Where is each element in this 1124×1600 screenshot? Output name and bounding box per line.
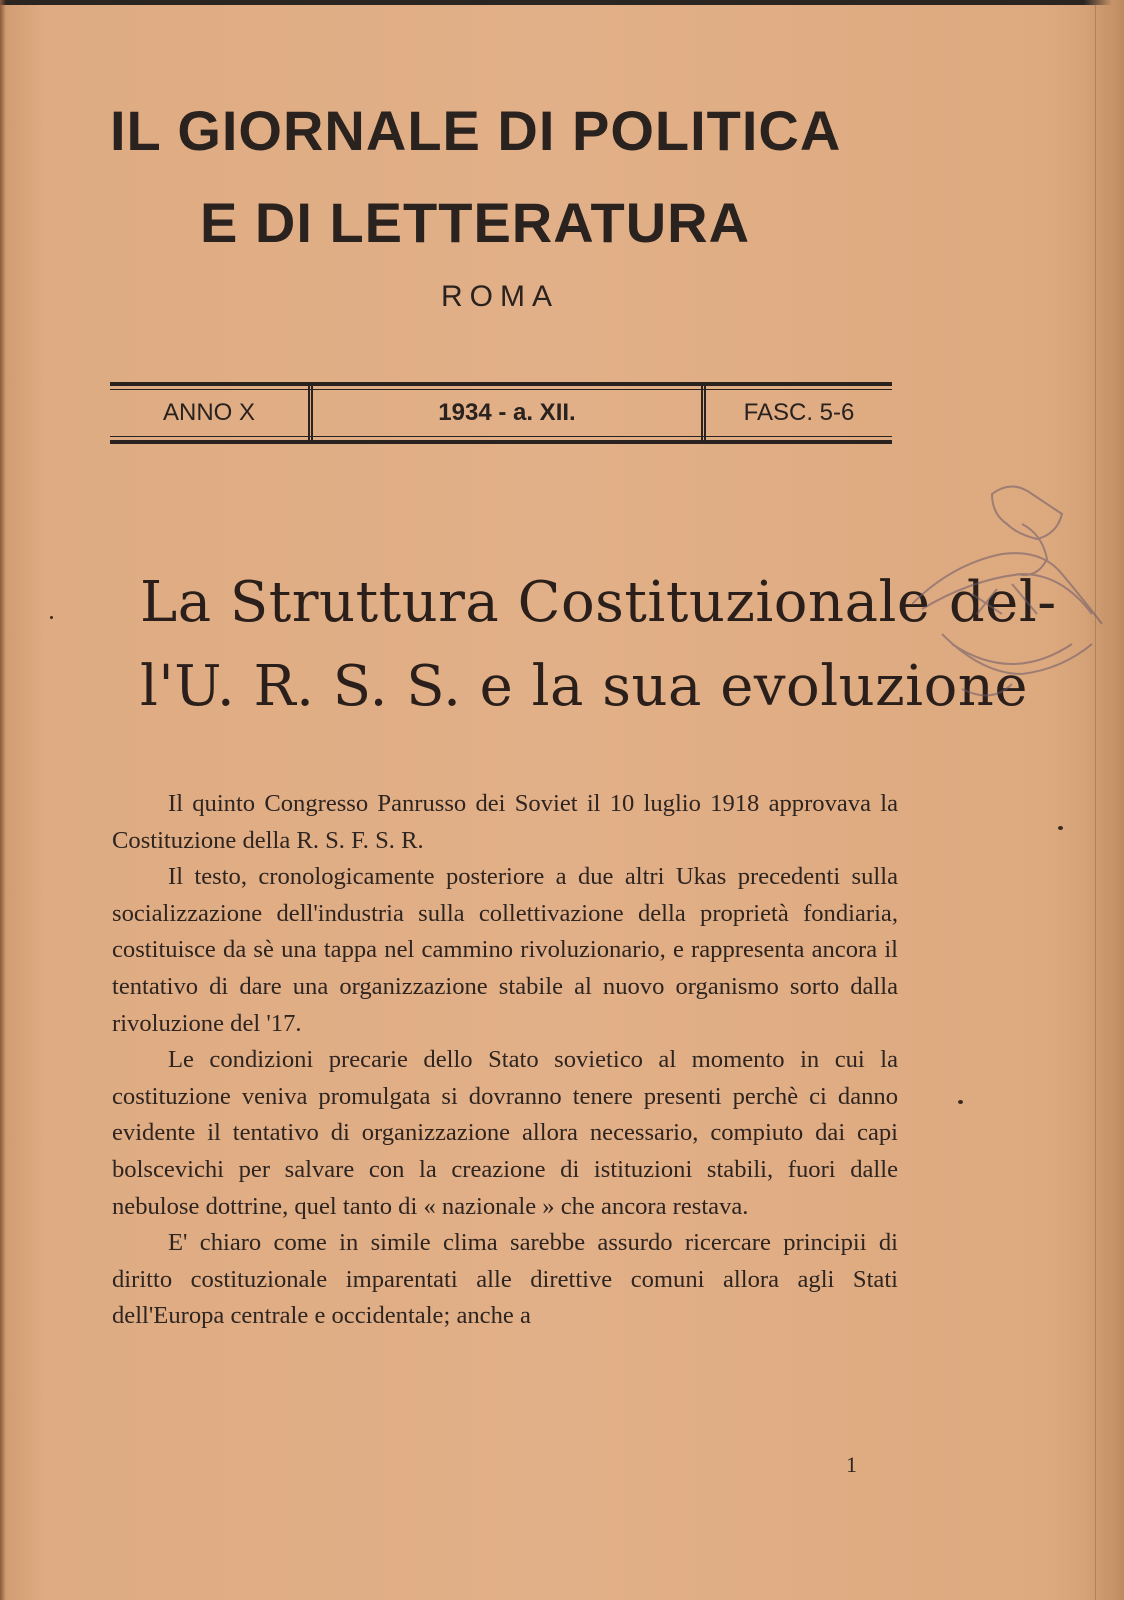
issue-year: 1934 - a. XII.	[308, 386, 706, 440]
paper-speck	[1058, 826, 1063, 830]
article-title-line-1: La Struttura Costituzionale del-	[140, 570, 1057, 635]
page-top-edge	[0, 0, 1124, 5]
issue-bar-top-rule	[110, 389, 892, 390]
library-stamp-icon	[912, 474, 1112, 734]
journal-city: ROMA	[441, 280, 559, 313]
issue-fascicolo: FASC. 5-6	[743, 399, 855, 426]
article-paragraph: E' chiaro come in simile clima sarebbe assurdo ricercare principii di diritto costituzionale imparentati alle direttive comuni allora agli Stati dell'Europa centrale e occidentale; anche a	[112, 1229, 898, 1330]
article-body	[112, 786, 898, 1335]
paper-speck	[958, 1100, 963, 1104]
paper-speck	[50, 616, 53, 619]
journal-title-line-1: IL GIORNALE DI POLITICA	[110, 99, 842, 162]
article-paragraph: Le condizioni precarie dello Stato sovietico al momento in cui la costituzione veniva promulgata si dovranno tenere presenti perchè ci danno evidente il tentativo di organizzazione allora necessario, compiuto dai capi bolscevichi per salvare con la creazione di istituzioni stabili, fuori dalle nebulose dottrine, quel tanto di « nazionale » che ancora restava.	[112, 1046, 898, 1220]
page-right-edge	[1084, 0, 1124, 1600]
article-paragraph: Il testo, cronologicamente posteriore a due altri Ukas precedenti sulla socializzazione dell'industria sulla collettivazione della proprietà fondiaria, costituisce da sè una tappa nel cammino rivoluzionario, e rappresenta ancora il tentativo di dare una organizzazione stabile al nuovo organismo sorto dalla rivoluzione del '17.	[112, 863, 898, 1037]
article-paragraph: Il quinto Congresso Panrusso dei Soviet il 10 luglio 1918 approvava la Costituzione della R. S. F. S. R.	[112, 790, 898, 854]
page-number: 1	[846, 1452, 857, 1477]
issue-anno: ANNO X	[162, 399, 255, 426]
issue-info-bar	[110, 382, 892, 444]
page-left-edge	[0, 0, 6, 1600]
issue-bar-bottom-rule	[110, 436, 892, 437]
page-fold-line	[1095, 0, 1096, 1600]
article-title-line-2: l'U. R. S. S. e la sua evoluzione	[140, 654, 1028, 719]
journal-title-line-2: E DI LETTERATURA	[200, 191, 751, 254]
